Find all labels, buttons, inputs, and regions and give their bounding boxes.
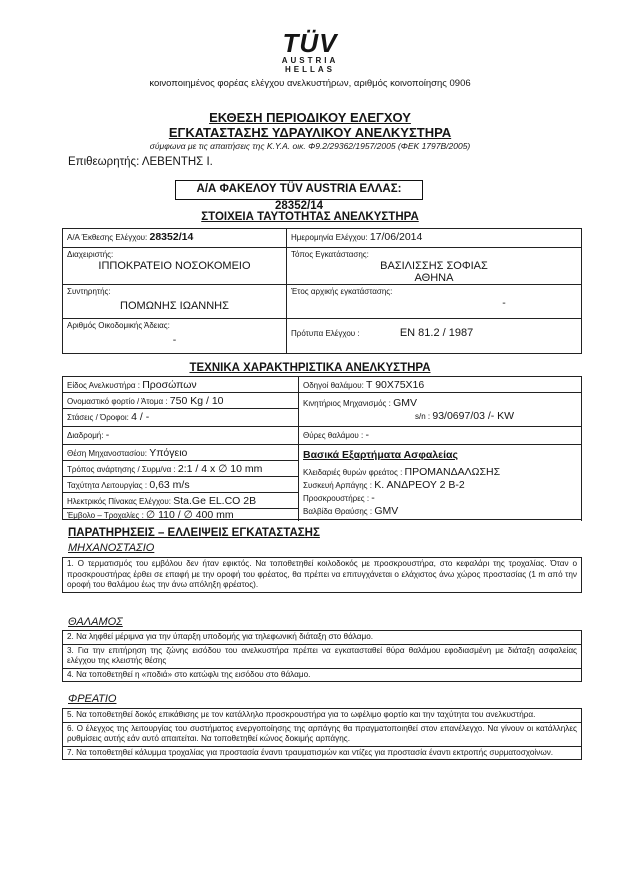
shaft-obs-heading: ΦΡΕΑΤΙΟ (68, 693, 117, 705)
piston-value: ∅ 110 / ∅ 400 mm (146, 509, 234, 521)
control-panel-value: Sta.Ge EL.CO 2B (173, 495, 257, 507)
inspection-date-value: 17/06/2014 (369, 231, 423, 243)
install-year-label: Έτος αρχικής εγκατάστασης: (291, 287, 393, 296)
car-doors-cell (299, 427, 582, 445)
permit-label: Αριθμός Οικοδομικής Άδειας: (67, 321, 170, 330)
speed-label: Ταχύτητα Λειτουργίας : (67, 481, 148, 490)
maintainer-label: Συντηρητής: (67, 287, 111, 296)
location-line2: ΑΘΗΝΑ (414, 272, 454, 284)
travel-label: Διαδρομή: (67, 431, 104, 440)
manager-label: Διαχειριστής: (67, 250, 114, 259)
safety-gear-value: Κ. ΑΝΔΡΕΟΥ 2 Β-2 (374, 479, 465, 491)
obs-item: 2. Να ληφθεί μέριμνα για την ύπαρξη υποδομής για τηλεφωνική διάταξη στο θάλαμο. (63, 631, 581, 645)
drive-value: GMV (393, 397, 417, 409)
machine-room-obs-box (62, 557, 582, 593)
location-cell (287, 248, 582, 285)
car-obs-box (62, 630, 582, 682)
buffers-label: Προσκρουστήρες : (303, 494, 370, 503)
lift-type-label: Είδος Ανελκυστήρα : (67, 381, 140, 390)
control-panel-label: Ηλεκτρικός Πίνακας Ελέγχου: (67, 497, 171, 506)
install-year-cell (287, 285, 582, 319)
safety-components-cell (299, 445, 582, 521)
piston-label: Έμβολο – Τροχαλίες : (67, 511, 144, 520)
lift-type-cell (63, 377, 299, 393)
car-guides-value: T 90X75X16 (366, 379, 425, 391)
speed-value: 0,63 m/s (149, 479, 190, 491)
inspection-date-cell (287, 229, 582, 248)
car-guides-label: Οδηγοί θαλάμου: (303, 381, 364, 390)
serial-label: s/n : (415, 412, 431, 421)
rated-load-cell (63, 393, 299, 409)
inspector-line: Επιθεωρητής: ΛΕΒΕΝΤΗΣ Ι. (68, 156, 213, 168)
obs-item: 4. Να τοποθετηθεί η «ποδιά» στο κατώφλι της εισόδου στο θάλαμο. (67, 669, 311, 679)
tuv-logo-austria: AUSTRIA (281, 56, 339, 65)
door-locks-label: Κλειδαριές θυρών φρεάτος : (303, 468, 403, 477)
obs-item: 5. Να τοποθετηθεί δοκός επικάθισης με τον κατάλληλο προσκρουστήρα για το ωφέλιμο φορτίο και την ταχύτητα του ανελκυστήρα. (63, 709, 581, 723)
stops-value: 4 / - (131, 411, 150, 423)
technical-heading: ΤΕΧΝΙΚΑ ΧΑΡΑΚΤΗΡΙΣΤΙΚΑ ΑΝΕΛΚΥΣΤΗΡΑ (189, 362, 431, 374)
drive-label: Κινητήριος Μηχανισμός : (303, 399, 391, 408)
standard-value: EN 81.2 / 1987 (399, 327, 474, 339)
serial-value: 93/0697/03 /- KW (432, 410, 515, 422)
car-doors-label: Θύρες θαλάμου : (303, 431, 364, 440)
control-panel-cell (63, 493, 299, 509)
stops-cell (63, 409, 299, 427)
suspension-label: Τρόπος ανάρτησης / Συρμ/να : (67, 465, 176, 474)
location-line1: ΒΑΣΙΛΙΣΣΗΣ ΣΟΦΙΑΣ (380, 260, 488, 272)
travel-cell (63, 427, 299, 445)
machine-room-value: Υπόγειο (149, 447, 188, 459)
tuv-logo (0, 30, 620, 74)
speed-cell (63, 477, 299, 493)
tuv-logo-hellas: HELLAS (285, 65, 335, 74)
buffers-value: - (371, 492, 375, 504)
suspension-cell (63, 461, 299, 477)
inspection-date-label: Ημερομηνία Ελέγχου: (291, 233, 368, 242)
suspension-value: 2:1 / 4 x ∅ 10 mm (177, 463, 263, 475)
report-number-label: Α/Α Έκθεσης Ελέγχου: (67, 233, 148, 242)
report-number-value: 28352/14 (149, 231, 194, 243)
shaft-obs-box (62, 708, 582, 760)
stops-label: Στάσεις / Όροφοι: (67, 413, 129, 422)
identity-table (62, 228, 582, 354)
lift-type-value: Προσώπων (142, 379, 197, 391)
car-guides-cell (299, 377, 582, 393)
machine-room-obs-heading: ΜΗΧΑΝΟΣΤΑΣΙΟ (68, 542, 155, 554)
maintainer-cell (63, 285, 287, 319)
rupture-valve-value: GMV (374, 505, 399, 517)
rupture-valve-label: Βαλβίδα Θραύσης : (303, 507, 373, 516)
machine-room-cell (63, 445, 299, 461)
piston-cell (63, 509, 299, 521)
travel-value: - (105, 429, 110, 441)
obs-item: 3. Για την επιτήρηση της ζώνης εισόδου του ανελκυστήρα πρέπει να εγκατασταθεί θύρα θαλάμου εφοδιασμένη με διάταξη ασφαλείας ελέγχου της κλειστής θέσης (63, 645, 581, 669)
obs-item: 6. Ο έλεγχος της λειτουργίας του συστήματος ενεργοποίησης της αρπάγης θα πραγματοποιηθεί στον επανέλεγχο. Να γίνουν οι κατάλληλες ρυθμίσεις αυτής εάν αυτό απαιτείται. Να τοποθετηθεί κώνος δοκιμής αρπάγης. (63, 723, 581, 747)
notified-body-line: κοινοποιημένος φορέας ελέγχου ανελκυστήρων, αριθμός κοινοποίησης 0906 (149, 78, 471, 89)
standard-cell (287, 319, 582, 353)
car-doors-value: - (365, 429, 369, 441)
obs-item: 1. Ο τερματισμός του εμβόλου δεν ήταν εφικτός. Να τοποθετηθεί κοιλοδοκός με προσκρουστήρα, στο κεφαλάρι της τροχαλίας. Όταν ο προσκρουστήρας έρθει σε επαφή με την οροφή του φρέατος, θα πρέπει να επιτυγχάνεται ο ελάχιστος άνω χώρος προστασίας (1 m από την οροφή του θαλάμου έως την άνω απόληξη φρέατος). (67, 559, 577, 589)
report-title-line1: ΕΚΘΕΣΗ ΠΕΡΙΟΔΙΚΟΥ ΕΛΕΓΧΟΥ (209, 110, 411, 125)
maintainer-value: ΠΟΜΩΝΗΣ ΙΩΑΝΝΗΣ (120, 300, 229, 312)
car-obs-heading: ΘΑΛΑΜΟΣ (68, 616, 123, 628)
standard-label: Πρότυπα Ελέγχου : (291, 329, 360, 338)
manager-value: ΙΠΠΟΚΡΑΤΕΙΟ ΝΟΣΟΚΟΜΕΙΟ (98, 260, 251, 272)
machine-room-label: Θέση Μηχανοστασίου: (67, 449, 147, 458)
tuv-logo-mark: TÜV (282, 28, 338, 58)
drive-cell (299, 393, 582, 427)
obs-item: 7. Να τοποθετηθεί κάλυμμα τροχαλίας για προστασία έναντι τραυματισμών και ντίζες για προστασία έναντι εκτροπής συρματοσχοίνων. (67, 747, 554, 757)
permit-cell (63, 319, 287, 353)
door-locks-value: ΠΡΟΜΑΝΔΑΛΩΣΗΣ (404, 466, 501, 478)
identity-heading: ΣΤΟΙΧΕΙΑ ΤΑΥΤΟΤΗΤΑΣ ΑΝΕΛΚΥΣΤΗΡΑ (201, 211, 419, 223)
safety-gear-label: Συσκευή Αρπάγης : (303, 481, 372, 490)
report-title-line2: ΕΓΚΑΤΑΣΤΑΣΗΣ ΥΔΡΑΥΛΙΚΟΥ ΑΝΕΛΚΥΣΤΗΡΑ (168, 125, 452, 140)
rated-load-value: 750 Kg / 10 (169, 395, 224, 407)
safety-components-heading: Βασικά Εξαρτήματα Ασφαλείας (303, 449, 458, 461)
file-number-box: Α/Α ΦΑΚΕΛΟΥ TÜV AUSTRIA ΕΛΛΑΣ: 28352/14 (175, 180, 423, 200)
report-subtitle: σύμφωνα με τις απαιτήσεις της Κ.Υ.Α. οικ. Φ9.2/29362/1957/2005 (ΦΕΚ 1797Β/2005) (149, 141, 471, 151)
observations-heading: ΠΑΡΑΤΗΡΗΣΕΙΣ – ΕΛΛΕΙΨΕΙΣ ΕΓΚΑΤΑΣΤΑΣΗΣ (68, 527, 320, 539)
manager-cell (63, 248, 287, 285)
rated-load-label: Ονομαστικό φορτίο / Άτομα : (67, 397, 168, 406)
install-year-value: - (502, 297, 506, 309)
technical-table (62, 376, 582, 520)
location-label: Τόπος Εγκατάστασης: (291, 250, 369, 259)
report-number-cell (63, 229, 287, 248)
permit-value: - (172, 334, 177, 346)
